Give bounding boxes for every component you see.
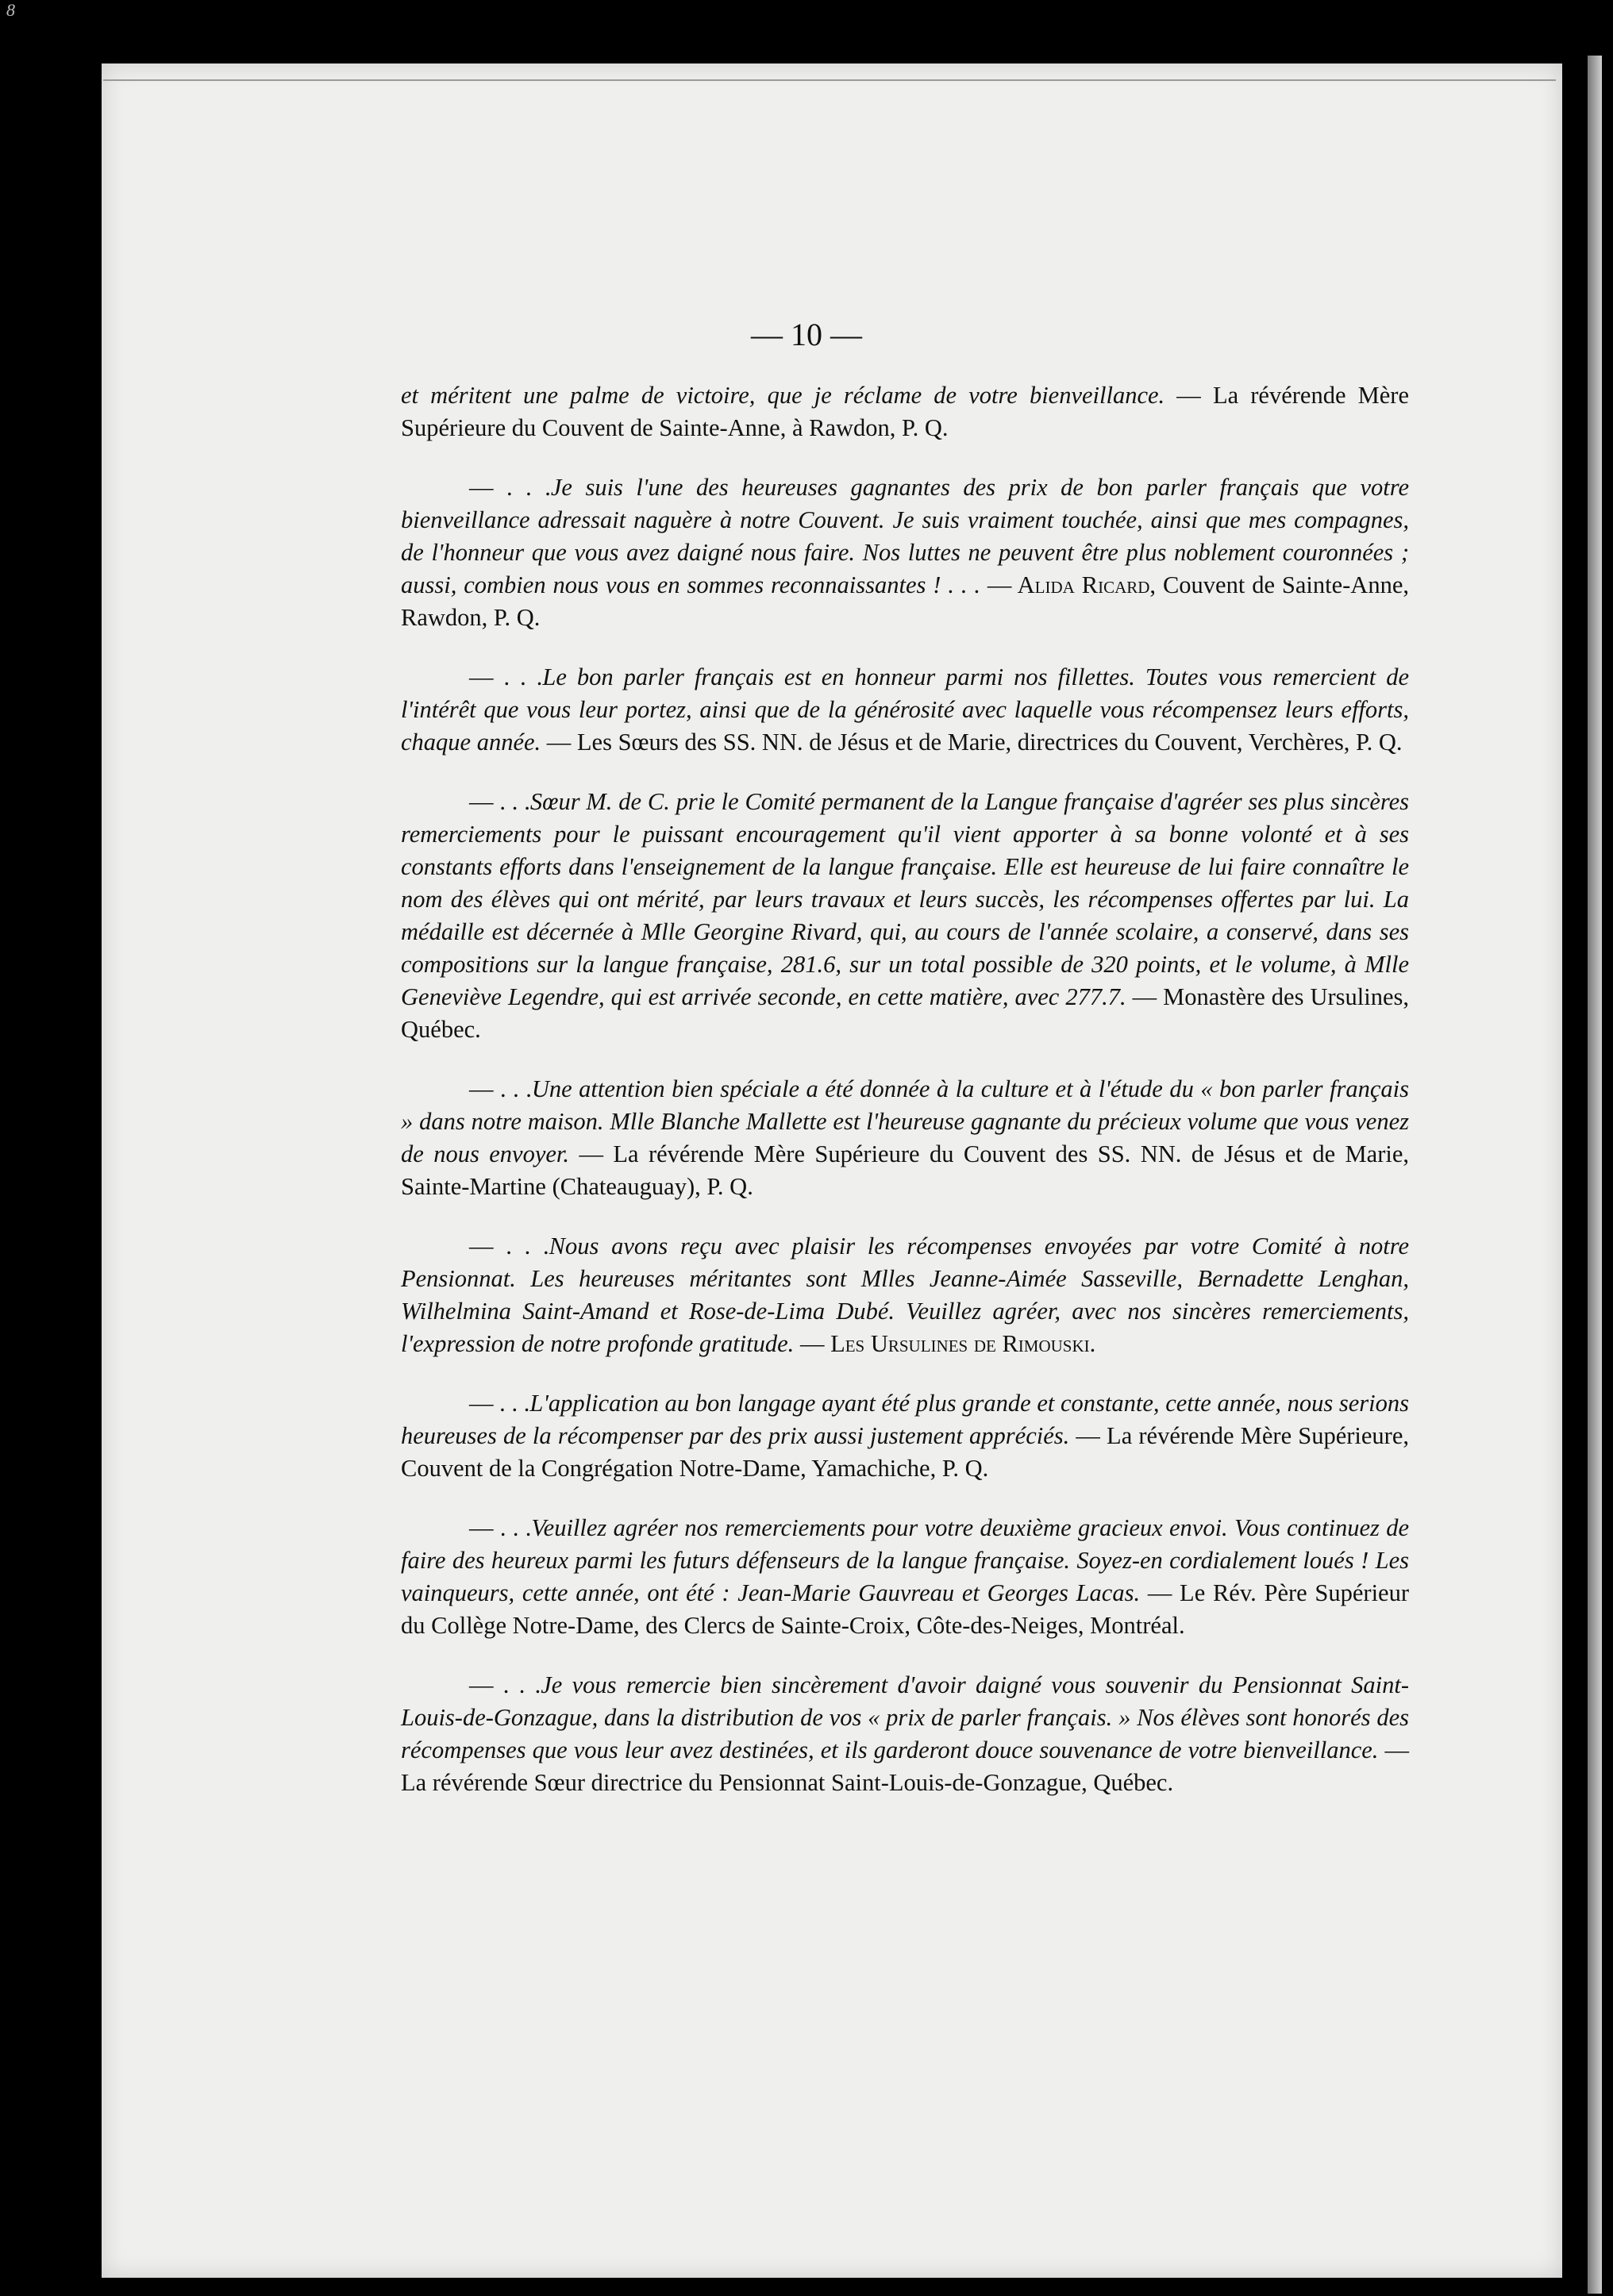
excerpt-lead: — . . .	[469, 1233, 549, 1260]
excerpt-text: Une attention bien spéciale a été donnée à la culture et à l'étude du « bon parler français » dans notre maison. Mlle Blanche Mallette est l'heureuse gagnante du précieux volume que vous venez de nous envoyer.	[401, 1075, 1410, 1167]
excerpt-text: Sœur M. de C. prie le Comité permanent de la Langue française d'agréer ses plus sincères remerciements pour le puissant encouragement qu'il vient apporter à sa bonne volonté et à ses constants efforts dans l'enseignement de la langue française. Elle est heureuse de lui faire connaître le nom des élèves qui ont mérité, par leurs travaux et leurs succès, les récompenses offertes par lui. La médaille est décernée à Mlle Georgine Rivard, qui, au cours de l'année scolaire, a conservé, dans ses compositions sur la langue française, 281.6, sur un total possible de 320 points, et le volume, à Mlle Geneviève Legendre, qui est arrivée seconde, en cette matière, avec 277.7.	[401, 788, 1409, 1010]
excerpt-lead: — . . .	[469, 1390, 530, 1417]
excerpt-paragraph	[401, 379, 1409, 444]
page-number: — 10 —	[751, 317, 862, 352]
excerpt-paragraph	[401, 1669, 1409, 1799]
excerpt-paragraph	[401, 1512, 1409, 1642]
excerpt-paragraph	[401, 786, 1409, 1046]
excerpt-signature: — Monastère des Ursulines, Québec.	[401, 983, 1409, 1043]
excerpt-paragraph	[401, 471, 1409, 634]
excerpt-lead: — . . .	[469, 788, 530, 815]
excerpt-text: Je suis l'une des heureuses gagnantes des prix de bon parler français que votre bienveillance adressait naguère à notre Couvent. Je suis vraiment touchée, ainsi que mes compagnes, de l'honneur que vous avez daigné nous faire. Nos luttes ne peuvent être plus noblement couronnées ; aussi, combien nous vous en sommes reconnaissantes ! . . .	[401, 474, 1409, 598]
corner-mark: 8	[6, 0, 15, 20]
excerpt-lead: — . . .	[469, 663, 543, 690]
excerpt-text: Nous avons reçu avec plaisir les récompenses envoyées par votre Comité à notre Pensionnat. Les heureuses méritantes sont Mlles Jeanne-Aimée Sasseville, Bernadette Lenghan, Wilhelmina Saint-Amand et Rose-de-Lima Dubé. Veuillez agréer, avec nos sincères remerciements, l'expression de notre profonde gratitude.	[401, 1233, 1410, 1357]
excerpt-lead: — . . .	[469, 1075, 532, 1102]
excerpt-signature-name: — Les Ursulines de Rimouski.	[794, 1330, 1096, 1357]
excerpt-text: et méritent une palme de victoire, que je réclame de votre bienveillance.	[401, 382, 1165, 409]
excerpt-signature-name: — Alida Ricard,	[980, 571, 1157, 598]
excerpt-paragraph	[401, 1230, 1409, 1360]
excerpt-paragraph	[401, 1387, 1409, 1485]
excerpt-lead: — . . .	[469, 474, 551, 501]
excerpt-text: Je vous remercie bien sincèrement d'avoir daigné vous souvenir du Pensionnat Saint-Louis-de-Gonzague, dans la distribution de vos « prix de parler français. » Nos élèves sont honorés des récompenses que vous leur avez destinées, et ils garderont douce souvenance de votre bienveillance.	[401, 1671, 1410, 1763]
excerpt-signature: — La révérende Mère Supérieure, Couvent de la Congrégation Notre-Dame, Yamachiche, P. Q.	[401, 1422, 1409, 1482]
excerpt-lead: — . . .	[469, 1514, 532, 1541]
excerpt-signature: — La révérende Mère Supérieure du Couvent des SS. NN. de Jésus et de Marie, Sainte-Martine (Chateauguay), P. Q.	[401, 1140, 1409, 1200]
excerpt-text: Veuillez agréer nos remerciements pour votre deuxième gracieux envoi. Vous continuez de faire des heureux parmi les futurs défenseurs de la langue française. Soyez-en cordialement loués ! Les vainqueurs, cette année, ont été : Jean-Marie Gauvreau et Georges Lacas.	[401, 1514, 1409, 1606]
excerpt-lead: — . . .	[469, 1671, 541, 1698]
page-top-rule	[103, 79, 1556, 81]
excerpt-paragraph	[401, 1073, 1409, 1203]
excerpt-signature: — Les Sœurs des SS. NN. de Jésus et de Marie, directrices du Couvent, Verchères, P. Q.	[541, 729, 1403, 756]
excerpt-text: L'application au bon langage ayant été plus grande et constante, cette année, nous serions heureuses de la récompenser par des prix aussi justement appréciés.	[401, 1390, 1409, 1449]
page-edge	[1588, 56, 1602, 2294]
letter-excerpts	[401, 379, 1409, 1826]
excerpt-signature: — La révérende Sœur directrice du Pensionnat Saint-Louis-de-Gonzague, Québec.	[401, 1736, 1409, 1796]
excerpt-signature: — Le Rév. Père Supérieur du Collège Notre-Dame, des Clercs de Sainte-Croix, Côte-des-Neiges, Montréal.	[401, 1579, 1409, 1639]
excerpt-signature: Couvent de Sainte-Anne, Rawdon, P. Q.	[401, 571, 1409, 631]
excerpt-signature: — La révérende Mère Supérieure du Couvent de Sainte-Anne, à Rawdon, P. Q.	[401, 382, 1409, 441]
excerpt-text: Le bon parler français est en honneur parmi nos fillettes. Toutes vous remercient de l'intérêt que vous leur portez, ainsi que de la générosité avec laquelle vous récompensez leurs efforts, chaque année.	[401, 663, 1409, 756]
excerpt-paragraph	[401, 661, 1409, 759]
